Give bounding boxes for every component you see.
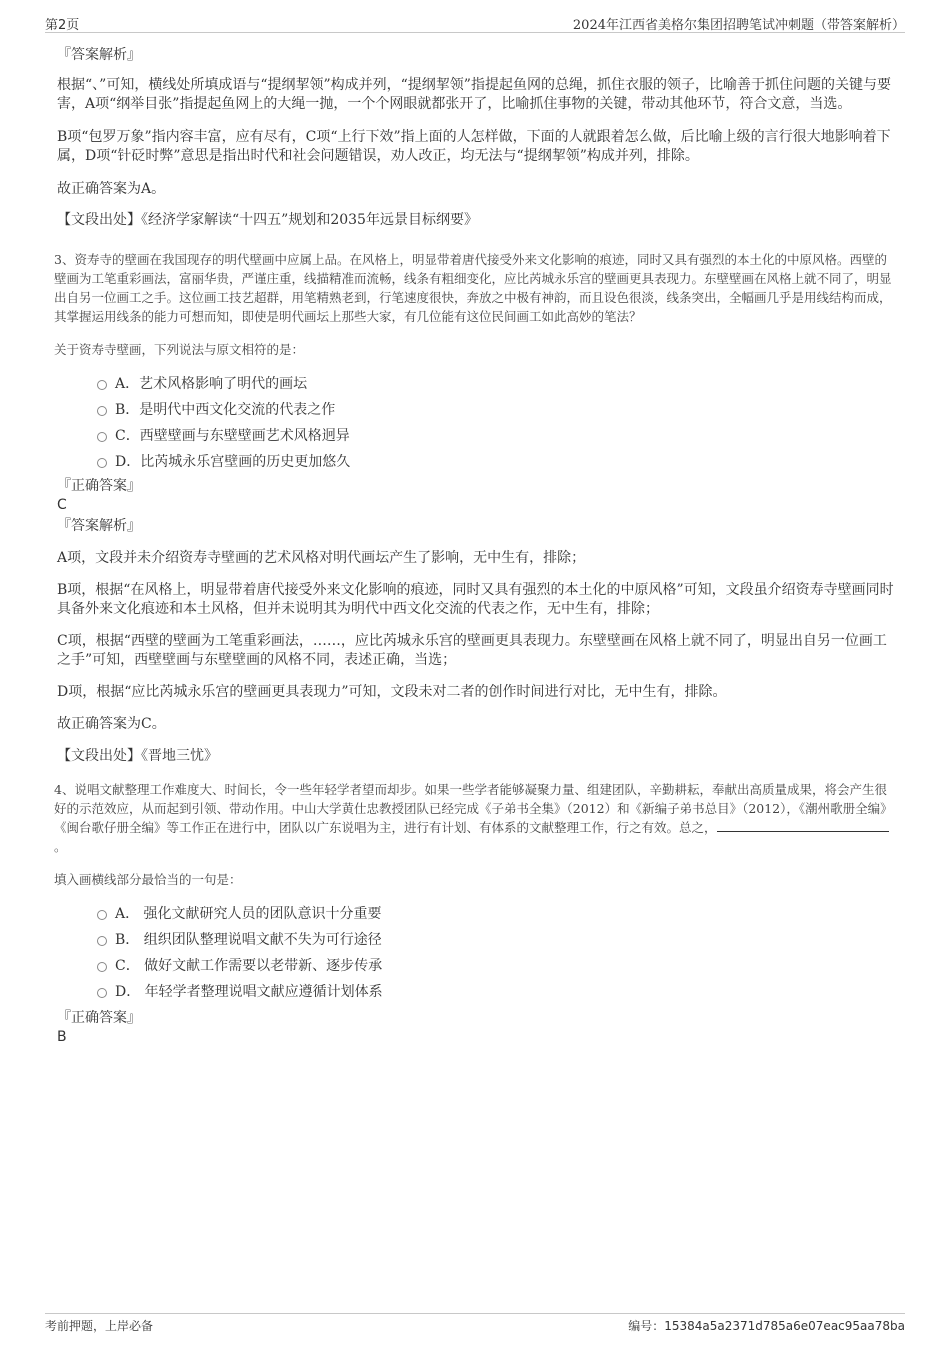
analysis-paragraph: C项，根据“西壁的壁画为工笔重彩画法，……，应比芮城永乐宫的壁画更具表现力。东壁壁画在风格上就不同了，明显出自另一位画工之手”可知，西壁壁画与东壁壁画的风格不同，表述正确，当选； xyxy=(57,633,887,668)
option-c[interactable] xyxy=(57,953,895,979)
option-b[interactable] xyxy=(57,397,895,423)
document-content xyxy=(54,46,895,1047)
question-prompt: 关于资寿寺壁画，下列说法与原文相符的是： xyxy=(54,342,305,357)
option-list xyxy=(57,901,895,1005)
option-label: C． 做好文献工作需要以老带新、逐步传承 xyxy=(115,958,383,974)
option-d[interactable] xyxy=(57,979,895,1005)
passage-text: 4、说唱文献整理工作难度大、时间长，令一些年轻学者望而却步。如果一些学者能够凝聚力量、组建团队，辛勤耕耘，奉献出高质量成果，将会产生很好的示范效应，从而起到引领、带动作用。中山大学黄仕忠教授团队已经完成《子弟书全集》（2012）和《新编子弟书总目》（2012），《潮州歌册全编》《闽台歌仔册全编》等工作正在进行中，团队以广东说唱为主，进行有计划、有体系的文献整理工作，行之有效。总之， xyxy=(54,782,893,835)
page-number: 第2页 xyxy=(45,18,80,33)
analysis-paragraph: 根据“、”可知，横线处所填成语与“提纲挈领”构成并列，“提纲挈领”指提起鱼网的总绳，抓住衣服的领子，比喻善于抓住问题的关键与要害，A项“纲举目张”指提起鱼网上的大绳一抛，一个个网眼就都张开了，比喻抓住事物的关键，带动其他环节，符合文意，当选。 xyxy=(57,77,891,112)
analysis-label: 『答案解析』 xyxy=(57,518,141,534)
analysis-paragraph: D项，根据“应比芮城永乐宫的壁画更具表现力”可知，文段未对二者的创作时间进行对比，无中生有，排除。 xyxy=(57,684,727,700)
correct-answer: B xyxy=(57,1029,67,1045)
question-passage xyxy=(54,780,895,856)
analysis-paragraph: B项“包罗万象”指内容丰富，应有尽有，C项“上行下效”指上面的人怎样做，下面的人就跟着怎么做，后比喻上级的言行很大地影响着下属，D项“针砭时弊”意思是指出时代和社会问题错误，劝人改正，均无法与“提纲挈领”构成并列，排除。 xyxy=(57,129,891,164)
option-label: D． 年轻学者整理说唱文献应遵循计划体系 xyxy=(115,984,383,1000)
answer-label: 『正确答案』 xyxy=(57,478,141,494)
question-3 xyxy=(54,250,895,766)
radio-icon[interactable] xyxy=(97,910,107,920)
source-citation: 【文段出处】《晋地三忧》 xyxy=(57,748,218,764)
option-label: B． 组织团队整理说唱文献不失为可行途径 xyxy=(115,932,382,948)
footer-slogan: 考前押题，上岸必备 xyxy=(45,1319,154,1333)
radio-icon[interactable] xyxy=(97,406,107,416)
analysis-paragraph: A项，文段并未介绍资寿寺壁画的艺术风格对明代画坛产生了影响，无中生有，排除； xyxy=(57,550,586,566)
option-a[interactable] xyxy=(57,901,895,927)
option-label: A．艺术风格影响了明代的画坛 xyxy=(115,376,308,392)
radio-icon[interactable] xyxy=(97,458,107,468)
option-label: C．西壁壁画与东壁壁画艺术风格迥异 xyxy=(115,428,350,444)
radio-icon[interactable] xyxy=(97,988,107,998)
analysis-paragraph: B项，根据“在风格上，明显带着唐代接受外来文化影响的痕迹，同时又具有强烈的本土化的中原风格”可知，文段虽介绍资寿寺壁画同时具备外来文化痕迹和本土风格，但并未说明其为明代中西文化交流的代表之作，无中生有，排除； xyxy=(57,582,894,617)
option-a[interactable] xyxy=(57,371,895,397)
option-c[interactable] xyxy=(57,423,895,449)
passage-end: 。 xyxy=(54,839,67,854)
option-label: D．比芮城永乐宫壁画的历史更加悠久 xyxy=(115,454,351,470)
radio-icon[interactable] xyxy=(97,380,107,390)
option-b[interactable] xyxy=(57,927,895,953)
source-citation: 【文段出处】《经济学家解读“十四五”规划和2035年远景目标纲要》 xyxy=(57,212,478,228)
question-4 xyxy=(54,780,895,1047)
option-label: A． 强化文献研究人员的团队意识十分重要 xyxy=(115,906,382,922)
question-passage: 3、资寿寺的壁画在我国现存的明代壁画中应属上品。在风格上，明显带着唐代接受外来文化影响的痕迹，同时又具有强烈的本土化的中原风格。西壁的壁画为工笔重彩画法，富丽华贵，严谨庄重，线描精准而流畅，线条有粗细变化，应比芮城永乐宫的壁画更具表现力。东壁壁画在风格上就不同了，明显出自另一位画工之手。这位画工技艺超群，用笔精熟老到，行笔速度很快，奔放之中极有神韵，而且设色很淡，线条突出，全幅画几乎是用线结构而成，其掌握运用线条的能力可想而知，即使是明代画坛上那些大家，有几位能有这位民间画工如此高妙的笔法？ xyxy=(54,252,892,324)
analysis-conclusion: 故正确答案为A。 xyxy=(57,181,166,197)
document-serial: 编号：15384a5a2371d785a6e07eac95aa78ba xyxy=(628,1319,905,1333)
prev-question-analysis xyxy=(57,46,895,230)
radio-icon[interactable] xyxy=(97,936,107,946)
correct-answer: C xyxy=(57,497,67,513)
option-list xyxy=(57,371,895,475)
answer-label: 『正确答案』 xyxy=(57,1010,141,1026)
analysis-conclusion: 故正确答案为C。 xyxy=(57,716,166,732)
fill-blank-line xyxy=(717,819,889,832)
analysis-label: 『答案解析』 xyxy=(57,47,141,63)
question-prompt: 填入画横线部分最恰当的一句是： xyxy=(54,872,242,887)
option-d[interactable] xyxy=(57,449,895,475)
radio-icon[interactable] xyxy=(97,432,107,442)
page-footer xyxy=(45,1313,905,1334)
option-label: B．是明代中西文化交流的代表之作 xyxy=(115,402,336,418)
page-header xyxy=(45,12,905,33)
radio-icon[interactable] xyxy=(97,962,107,972)
document-title: 2024年江西省美格尔集团招聘笔试冲刺题（带答案解析） xyxy=(572,18,905,33)
